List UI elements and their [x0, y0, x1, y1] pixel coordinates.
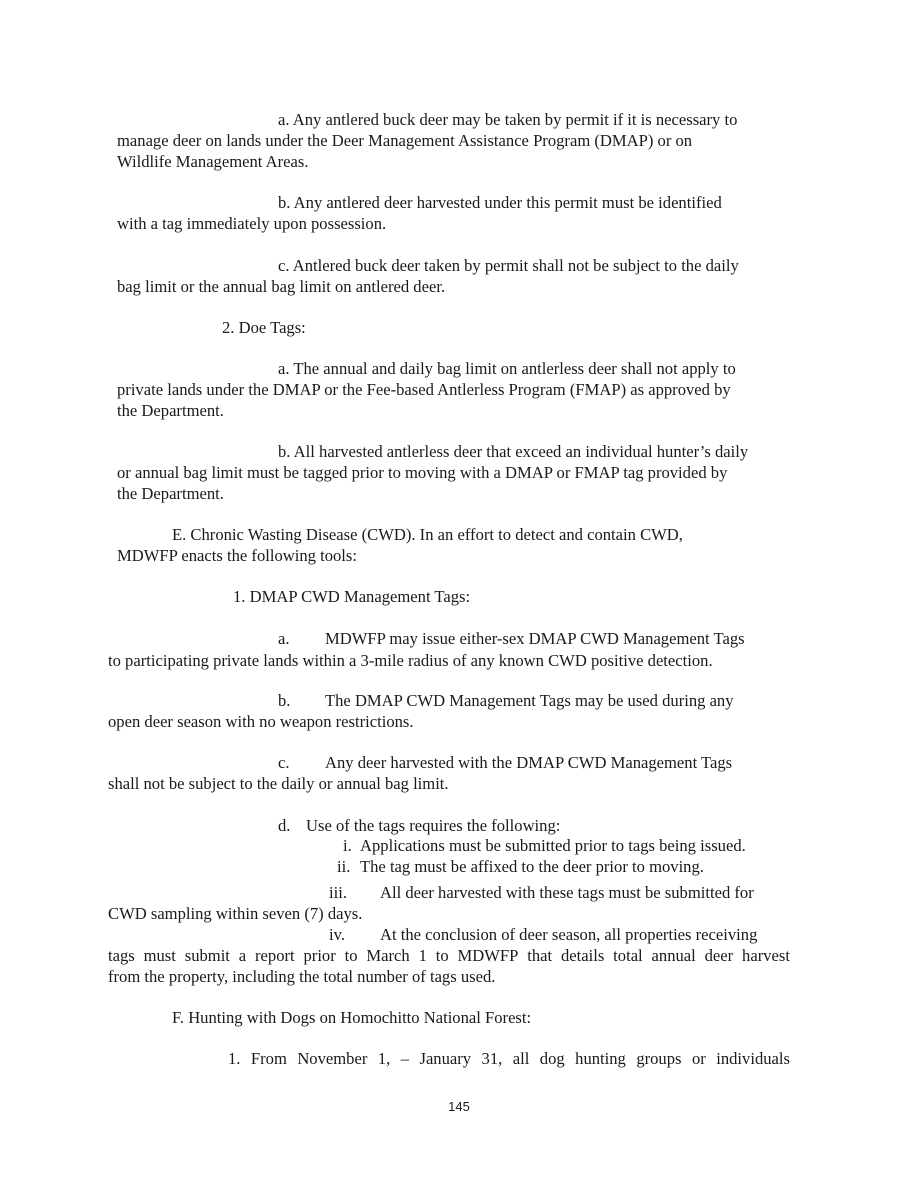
cwd-item-a-marker: a. — [278, 629, 290, 648]
buck-tags-c-line2: bag limit or the annual bag limit on antlered deer. — [117, 277, 446, 296]
word: 1, — [377, 1049, 391, 1068]
cwd-item-c-line2: shall not be subject to the daily or annual bag limit. — [108, 774, 449, 793]
cwd-item-d-iii-marker: iii. — [329, 883, 347, 902]
cwd-item-d-text: Use of the tags requires the following: — [306, 816, 561, 835]
cwd-item-d-ii-marker: ii. — [337, 857, 351, 876]
word: submit — [184, 946, 230, 965]
section-f-heading: F. Hunting with Dogs on Homochitto National Forest: — [172, 1008, 532, 1027]
word: MDWFP — [457, 946, 519, 965]
doe-tags-b-line1: b. All harvested antlerless deer that exceed an individual hunter’s daily — [278, 442, 749, 461]
doe-tags-a-line1: a. The annual and daily bag limit on antlerless deer shall not apply to — [278, 359, 736, 378]
cwd-item-b-marker: b. — [278, 691, 291, 710]
doe-tags-b-line2: or annual bag limit must be tagged prior to moving with a DMAP or FMAP tag provided by — [117, 463, 728, 482]
cwd-item-c-marker: c. — [278, 753, 290, 772]
cwd-item-b-line2: open deer season with no weapon restrictions. — [108, 712, 414, 731]
cwd-item-d-iv-line3: from the property, including the total number of tags used. — [108, 967, 496, 986]
word: January — [419, 1049, 472, 1068]
word: individuals — [716, 1049, 790, 1068]
buck-tags-a-line2: manage deer on lands under the Deer Management Assistance Program (DMAP) or on — [117, 131, 693, 150]
dmap-cwd-tags-heading: 1. DMAP CWD Management Tags: — [233, 587, 471, 606]
word: 31, — [481, 1049, 503, 1068]
cwd-item-d-iii-cont: CWD sampling within seven (7) days. — [108, 904, 363, 923]
word: March — [366, 946, 410, 965]
cwd-item-a-line2: to participating private lands within a 3-mile radius of any known CWD positive detection. — [108, 651, 713, 670]
word: tags — [108, 946, 135, 965]
doe-tags-a-line3: the Department. — [117, 401, 224, 420]
cwd-item-d-marker: d. — [278, 816, 291, 835]
cwd-item-d-iv-marker: iv. — [329, 925, 345, 944]
word: must — [143, 946, 176, 965]
word: – — [400, 1049, 410, 1068]
word: prior — [303, 946, 336, 965]
cwd-item-d-i-marker: i. — [343, 836, 352, 855]
cwd-item-c-line1: Any deer harvested with the DMAP CWD Management Tags — [325, 753, 733, 772]
word: to — [435, 946, 449, 965]
word: report — [255, 946, 295, 965]
word: harvest — [742, 946, 790, 965]
section-f-line1 — [228, 1048, 790, 1069]
cwd-item-a-line1: MDWFP may issue either-sex DMAP CWD Management Tags — [325, 629, 745, 648]
word: hunting — [575, 1049, 626, 1068]
word: dog — [539, 1049, 565, 1068]
cwd-item-d-iii-text: All deer harvested with these tags must be submitted for — [380, 883, 754, 902]
cwd-item-d-ii-text: The tag must be affixed to the deer prior to moving. — [360, 857, 704, 876]
section-e-heading-line2: MDWFP enacts the following tools: — [117, 546, 357, 565]
doe-tags-heading: 2. Doe Tags: — [222, 318, 306, 337]
cwd-item-d-iv-text: At the conclusion of deer season, all properties receiving — [380, 925, 758, 944]
doe-tags-a-line2: private lands under the DMAP or the Fee-based Antlerless Program (FMAP) as approved by — [117, 380, 731, 399]
word: November — [297, 1049, 368, 1068]
word: total — [613, 946, 643, 965]
page-number: 145 — [448, 1099, 470, 1114]
word: details — [560, 946, 605, 965]
word: deer — [704, 946, 734, 965]
word: 1 — [418, 946, 427, 965]
word: From — [250, 1049, 287, 1068]
word: to — [344, 946, 358, 965]
cwd-item-b-line1: The DMAP CWD Management Tags may be used during any — [325, 691, 734, 710]
word: or — [691, 1049, 706, 1068]
buck-tags-b-line2: with a tag immediately upon possession. — [117, 214, 387, 233]
word: 1. — [228, 1049, 241, 1068]
cwd-item-d-iv-line2 — [108, 945, 790, 966]
word: that — [527, 946, 553, 965]
word: all — [512, 1049, 530, 1068]
doe-tags-b-line3: the Department. — [117, 484, 224, 503]
word: annual — [651, 946, 696, 965]
buck-tags-b-line1: b. Any antlered deer harvested under this permit must be identified — [278, 193, 722, 212]
buck-tags-a-line3: Wildlife Management Areas. — [117, 152, 309, 171]
word: groups — [636, 1049, 682, 1068]
buck-tags-a-line1: a. Any antlered buck deer may be taken by permit if it is necessary to — [278, 110, 738, 129]
cwd-item-d-i-text: Applications must be submitted prior to tags being issued. — [360, 836, 746, 855]
section-e-heading-line1: E. Chronic Wasting Disease (CWD). In an effort to detect and contain CWD, — [172, 525, 683, 544]
word: a — [238, 946, 247, 965]
buck-tags-c-line1: c. Antlered buck deer taken by permit shall not be subject to the daily — [278, 256, 739, 275]
